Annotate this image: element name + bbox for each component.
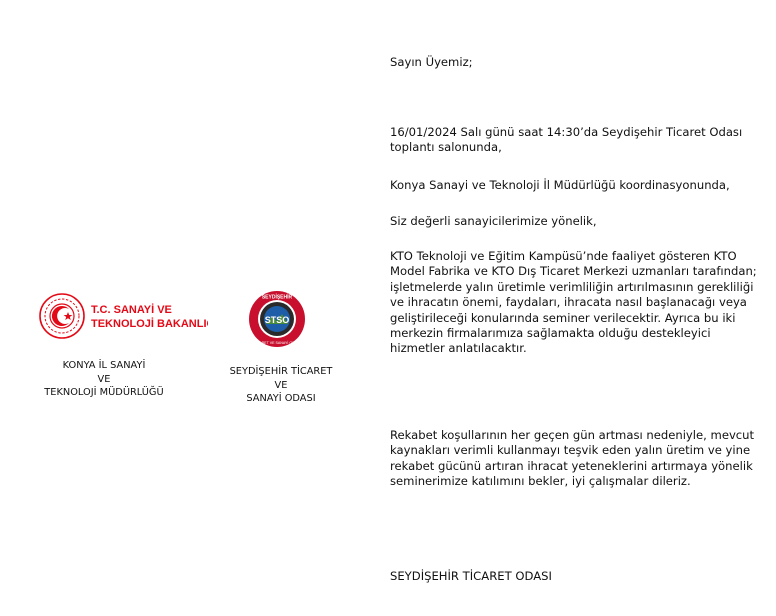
rekabet-paragraph xyxy=(390,428,760,490)
signature xyxy=(390,569,760,584)
chamber-emblem-icon xyxy=(248,290,306,348)
chamber-caption-line: SANAYİ ODASI xyxy=(246,393,316,404)
ministry-logo-line1: T.C. SANAYİ VE xyxy=(91,304,172,316)
chamber-logo-ring-top: SEYDİŞEHİR xyxy=(261,294,293,301)
chamber-logo-ring-bottom: TİCARET VE SANAYİ ODASI xyxy=(253,341,301,345)
main-paragraph-text: KTO Teknoloji ve Eğitim Kampüsü’nde faaliyet gösteren KTO Model Fabrika ve KTO Dış Ticaret Merkezi uzmanları tarafından; işletmelerde yalın üretimle verimliliğin artırılmasının gerekliliği ve ihracatın önemi, faydaları, ihracata nasıl başlanacağı veya geliştirileceği konularında seminer verilecektir. Ayrıca bu iki merkezin firmalarımıza sağlamakta olduğu destekleyici hizmetler anlatılacaktır. xyxy=(390,249,757,356)
ministry-caption-line: TEKNOLOJİ MÜDÜRLÜĞÜ xyxy=(44,387,164,398)
letter-salutation xyxy=(390,55,760,70)
chamber-caption-line: SEYDİŞEHİR TİCARET xyxy=(229,366,333,377)
date-paragraph-text: 16/01/2024 Salı günü saat 14:30’da Seydişehir Ticaret Odası toplantı salonunda, xyxy=(390,125,743,155)
ministry-logo xyxy=(38,292,208,340)
address-paragraph xyxy=(390,214,760,229)
chamber-caption xyxy=(228,365,334,406)
ministry-caption-line: KONYA İL SANAYİ xyxy=(62,360,146,371)
signature-text: SEYDİŞEHİR TİCARET ODASI xyxy=(390,569,552,583)
chamber-logo-center: STSO xyxy=(264,315,290,325)
ministry-caption-line: VE xyxy=(97,373,111,385)
chamber-caption-line: VE xyxy=(274,379,288,391)
coordination-paragraph xyxy=(390,178,760,193)
date-paragraph xyxy=(390,125,760,156)
rekabet-paragraph-text: Rekabet koşullarının her geçen gün artması nedeniyle, mevcut kaynakları verimli kullanmayı teşvik eden yalın üretim ve yine rekabet gücünü artıran ihracat yeteneklerini artırmaya yönelik seminerimize katılımını bekler, iyi çalışmalar dileriz. xyxy=(390,428,755,489)
salutation-text: Sayın Üyemiz; xyxy=(390,55,473,69)
main-paragraph xyxy=(390,249,760,357)
ministry-caption xyxy=(40,359,168,400)
ministry-logo-line2: TEKNOLOJİ BAKANLIĞI xyxy=(91,318,208,330)
ministry-emblem-icon xyxy=(38,292,208,340)
coordination-text: Konya Sanayi ve Teknoloji İl Müdürlüğü koordinasyonunda, xyxy=(390,178,730,192)
address-text: Siz değerli sanayicilerimize yönelik, xyxy=(390,214,597,228)
chamber-logo xyxy=(248,290,306,348)
